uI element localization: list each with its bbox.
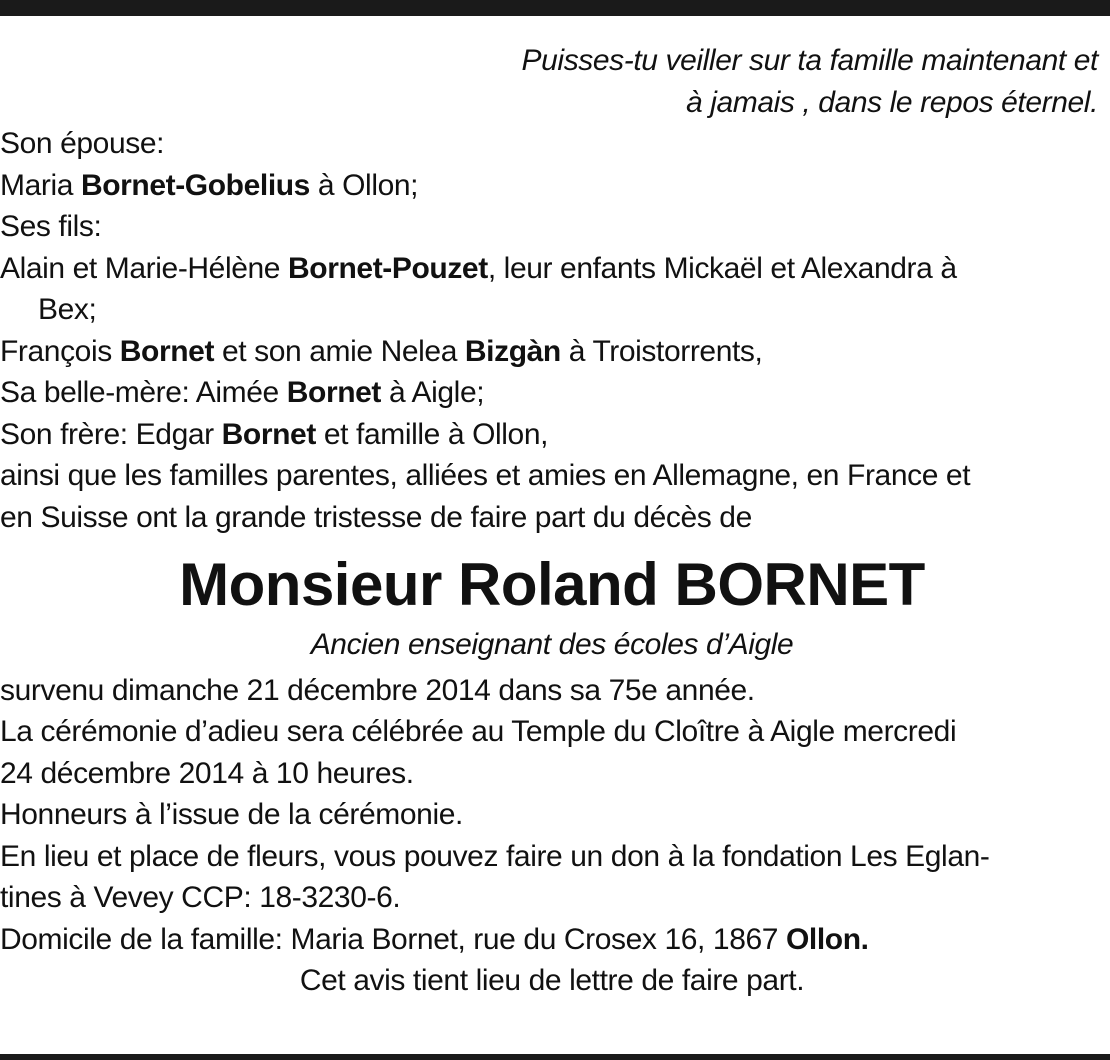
- son1-children: , leur enfants Mickaël et Alexandra à: [487, 251, 957, 285]
- spouse-label: Son épouse:: [0, 127, 165, 160]
- verse: [0, 40, 1104, 123]
- deceased-name: Monsieur Roland BORNET: [179, 551, 925, 618]
- address-text: Domicile de la famille: Maria Bornet, rue du Crosex 16, 1867: [0, 922, 786, 956]
- donation-line: tines à Vevey CCP: 18-3230-6.: [0, 881, 401, 914]
- verse-line: Puisses-tu veiller sur ta famille maintenant et: [521, 44, 1098, 77]
- spouse-surname: Bornet-Gobelius: [80, 168, 310, 202]
- sons-label: Ses fils:: [0, 210, 102, 243]
- spouse-line: [0, 165, 1104, 207]
- son1-first-names: Alain et Marie-Hélène: [0, 251, 289, 285]
- brother-intro: Son frère: Edgar: [0, 417, 222, 451]
- son2-place: à Troistorrents,: [560, 334, 763, 368]
- mother-in-law-surname: Bornet: [286, 376, 382, 409]
- spouse-place: à Ollon;: [309, 168, 419, 202]
- top-border-rule: [0, 0, 1110, 16]
- address-line: [0, 919, 1104, 961]
- son2-line: [0, 331, 1104, 373]
- son2-first-name: François: [0, 334, 120, 368]
- mother-in-law-intro: Sa belle-mère: Aimée: [0, 376, 287, 409]
- son2-partner-surname: Bizgàn: [464, 334, 561, 368]
- son1-place: Bex;: [38, 293, 97, 326]
- ceremony-line: 24 décembre 2014 à 10 heures.: [0, 756, 414, 790]
- address-town: Ollon.: [785, 922, 869, 956]
- son1-line: [0, 248, 1104, 290]
- death-line: survenu dimanche 21 décembre 2014 dans sa 75e année.: [0, 673, 755, 707]
- verse-line: à jamais , dans le repos éternel.: [685, 85, 1098, 119]
- mother-in-law-place: à Aigle;: [381, 376, 485, 409]
- families-line: ainsi que les familles parentes, alliées et amies en Allemagne, en France et: [0, 459, 971, 492]
- brother-place: et famille à Ollon,: [315, 417, 549, 451]
- son2-partner-intro: et son amie Nelea: [214, 334, 465, 368]
- son2-surname: Bornet: [119, 334, 215, 368]
- families-line: en Suisse ont la grande tristesse de faire part du décès de: [0, 500, 752, 534]
- brother-line: [0, 414, 1104, 456]
- son1-surname: Bornet-Pouzet: [288, 251, 488, 285]
- spouse-first-name: Maria: [0, 168, 81, 202]
- honours-line: Honneurs à l’issue de la cérémonie.: [0, 798, 463, 831]
- deceased-role: Ancien enseignant des écoles d’Aigle: [310, 628, 794, 661]
- details: [0, 670, 1104, 1002]
- obituary-notice: [0, 40, 1104, 1002]
- closing-line: Cet avis tient lieu de lettre de faire part.: [299, 964, 805, 997]
- brother-surname: Bornet: [221, 417, 316, 451]
- mother-in-law-line: [0, 372, 1104, 414]
- bottom-border-rule: [0, 1054, 1110, 1060]
- family-list: [0, 123, 1104, 538]
- ceremony-line: La cérémonie d’adieu sera célébrée au Temple du Cloître à Aigle mercredi: [0, 715, 957, 748]
- donation-line: En lieu et place de fleurs, vous pouvez faire un don à la fondation Les Eglan-: [0, 839, 990, 873]
